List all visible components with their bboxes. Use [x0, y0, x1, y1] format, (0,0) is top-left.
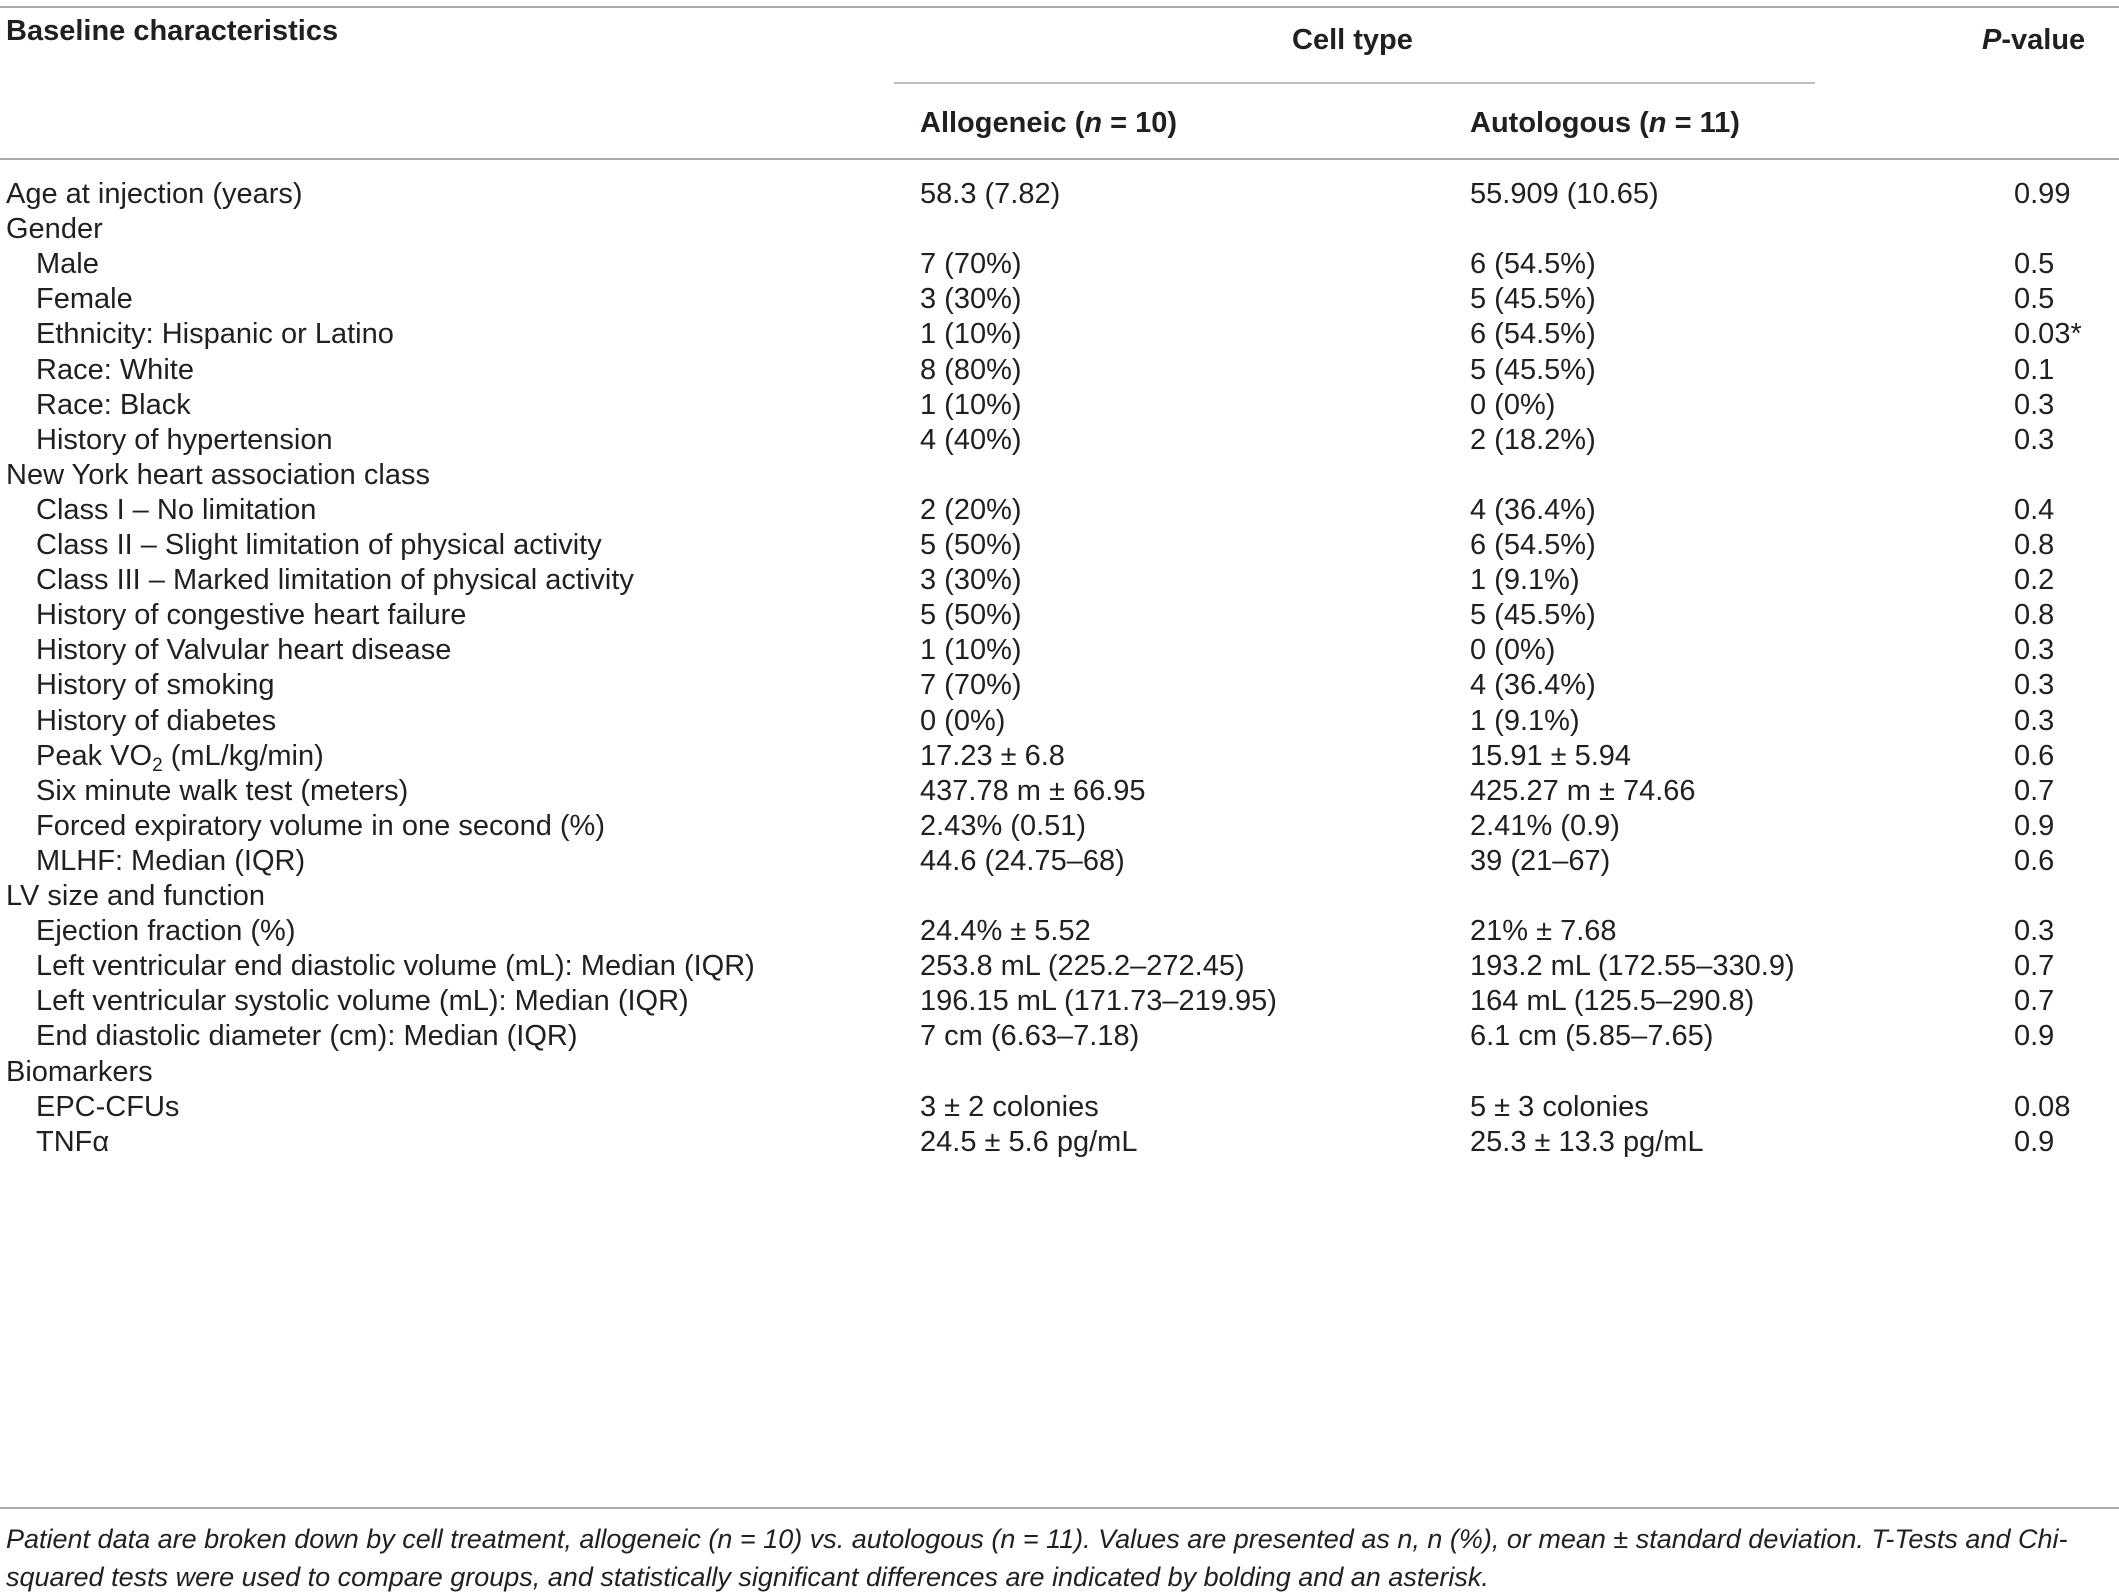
autologous-value: 1 (9.1%) — [1470, 564, 1580, 596]
p-value: 0.7 — [2014, 985, 2055, 1017]
row-label-text: Ejection fraction (%) — [36, 915, 296, 947]
allogeneic-value: 3 ± 2 colonies — [920, 1091, 1099, 1123]
p-value: 0.7 — [2014, 775, 2055, 807]
allogeneic-value: 4 (40%) — [920, 424, 1022, 456]
autologous-value: 5 (45.5%) — [1470, 599, 1596, 631]
row-label-text: Female — [36, 283, 133, 315]
p-value: 0.2 — [2014, 564, 2055, 596]
row-label-text: Race: Black — [36, 389, 191, 421]
allogeneic-value: 24.5 ± 5.6 pg/mL — [920, 1126, 1138, 1158]
autologous-value: 6 (54.5%) — [1470, 318, 1596, 350]
p-value: 0.8 — [2014, 529, 2055, 561]
allogeneic-value: 58.3 (7.82) — [920, 178, 1061, 210]
autologous-value: 0 (0%) — [1470, 634, 1556, 666]
row-label-text: Left ventricular systolic volume (mL): Median (IQR) — [36, 985, 689, 1017]
allogeneic-value: 1 (10%) — [920, 389, 1022, 421]
p-value: 0.08 — [2014, 1091, 2071, 1123]
autologous-value: 25.3 ± 13.3 pg/mL — [1470, 1126, 1704, 1158]
allogeneic-value: 8 (80%) — [920, 354, 1022, 386]
autologous-value: 164 mL (125.5–290.8) — [1470, 985, 1755, 1017]
autologous-value: 5 ± 3 colonies — [1470, 1091, 1649, 1123]
row-label-text: Gender — [6, 213, 103, 245]
p-value: 0.8 — [2014, 599, 2055, 631]
p-value: 0.5 — [2014, 248, 2055, 280]
header-baseline-characteristics: Baseline characteristics — [6, 15, 339, 47]
row-label-text: Peak VO — [36, 740, 153, 772]
allogeneic-value: 1 (10%) — [920, 634, 1022, 666]
allogeneic-value: 253.8 mL (225.2–272.45) — [920, 950, 1245, 982]
allogeneic-value: 0 (0%) — [920, 705, 1006, 737]
header-autologous — [1470, 106, 1740, 140]
autologous-value: 6.1 cm (5.85–7.65) — [1470, 1020, 1714, 1052]
allogeneic-value: 5 (50%) — [920, 599, 1022, 631]
allogeneic-value: 2 (20%) — [920, 494, 1022, 526]
row-label-text: Ethnicity: Hispanic or Latino — [36, 318, 394, 350]
header-rule — [0, 158, 2119, 160]
row-label-text: History of congestive heart failure — [36, 599, 467, 631]
row-label-text: Six minute walk test (meters) — [36, 775, 409, 807]
allogeneic-value: 7 (70%) — [920, 669, 1022, 701]
header-cell-type: Cell type — [1292, 24, 1413, 56]
header-autologous-prefix: Autologous ( — [1470, 107, 1649, 139]
row-label-text: History of hypertension — [36, 424, 333, 456]
header-allogeneic-prefix: Allogeneic ( — [920, 107, 1085, 139]
p-value: 0.9 — [2014, 810, 2055, 842]
row-label-text: Male — [36, 248, 99, 280]
header-allogeneic — [920, 106, 1177, 140]
p-value: 0.7 — [2014, 950, 2055, 982]
autologous-value: 6 (54.5%) — [1470, 248, 1596, 280]
autologous-value: 4 (36.4%) — [1470, 494, 1596, 526]
cell-type-span-rule — [894, 82, 1815, 84]
row-label-text: History of smoking — [36, 669, 275, 701]
allogeneic-value: 44.6 (24.75–68) — [920, 845, 1125, 877]
allogeneic-value: 5 (50%) — [920, 529, 1022, 561]
p-value: 0.3 — [2014, 634, 2055, 666]
autologous-value: 0 (0%) — [1470, 389, 1556, 421]
bottom-rule — [0, 1507, 2119, 1509]
header-allogeneic-suffix: = 10) — [1102, 107, 1178, 139]
row-label-text: Forced expiratory volume in one second (%) — [36, 810, 605, 842]
p-value: 0.5 — [2014, 283, 2055, 315]
row-label-text: TNFα — [36, 1126, 110, 1158]
allogeneic-value: 3 (30%) — [920, 283, 1022, 315]
allogeneic-value: 437.78 m ± 66.95 — [920, 775, 1146, 807]
p-value: 0.3 — [2014, 389, 2055, 421]
row-label-text: History of diabetes — [36, 705, 277, 737]
row-label-text: New York heart association class — [6, 459, 430, 491]
p-value: 0.6 — [2014, 740, 2055, 772]
autologous-value: 39 (21–67) — [1470, 845, 1611, 877]
row-label-text: Left ventricular end diastolic volume (mL): Median (IQR) — [36, 950, 755, 982]
row-label-text: MLHF: Median (IQR) — [36, 845, 306, 877]
autologous-value: 55.909 (10.65) — [1470, 178, 1659, 210]
autologous-value: 15.91 ± 5.94 — [1470, 740, 1632, 772]
header-p-value — [1982, 23, 2085, 57]
row-label-text: Race: White — [36, 354, 194, 386]
row-label-text: Class II – Slight limitation of physical activity — [36, 529, 602, 561]
allogeneic-value: 7 (70%) — [920, 248, 1022, 280]
p-value: 0.99 — [2014, 178, 2071, 210]
p-value: 0.3 — [2014, 915, 2055, 947]
row-label-text: EPC-CFUs — [36, 1091, 180, 1123]
row-label-text: Age at injection (years) — [6, 178, 303, 210]
autologous-value: 5 (45.5%) — [1470, 354, 1596, 386]
header-autologous-n: n — [1648, 107, 1667, 139]
p-value: 0.3 — [2014, 669, 2055, 701]
row-label-text: End diastolic diameter (cm): Median (IQR) — [36, 1020, 578, 1052]
top-rule — [0, 6, 2119, 8]
p-value: 0.3 — [2014, 424, 2055, 456]
header-p-italic: P — [1982, 24, 2002, 56]
autologous-value: 5 (45.5%) — [1470, 283, 1596, 315]
header-allogeneic-n: n — [1084, 107, 1103, 139]
row-label-text: History of Valvular heart disease — [36, 634, 452, 666]
p-value: 0.9 — [2014, 1126, 2055, 1158]
allogeneic-value: 196.15 mL (171.73–219.95) — [920, 985, 1277, 1017]
header-autologous-suffix: = 11) — [1666, 107, 1740, 139]
row-label-subscript: 2 — [152, 755, 163, 776]
row-label-text: LV size and function — [6, 880, 266, 912]
autologous-value: 425.27 m ± 74.66 — [1470, 775, 1696, 807]
table-row — [0, 1119, 2119, 1166]
row-label-suffix: (mL/kg/min) — [162, 740, 324, 772]
allogeneic-value: 7 cm (6.63–7.18) — [920, 1020, 1140, 1052]
autologous-value: 2 (18.2%) — [1470, 424, 1596, 456]
allogeneic-value: 3 (30%) — [920, 564, 1022, 596]
p-value: 0.9 — [2014, 1020, 2055, 1052]
allogeneic-value: 1 (10%) — [920, 318, 1022, 350]
allogeneic-value: 17.23 ± 6.8 — [920, 740, 1065, 772]
p-value: 0.03* — [2014, 318, 2082, 350]
autologous-value: 4 (36.4%) — [1470, 669, 1596, 701]
row-label-text: Biomarkers — [6, 1056, 153, 1088]
header-p-rest: -value — [2001, 24, 2086, 56]
autologous-value: 193.2 mL (172.55–330.9) — [1470, 950, 1795, 982]
allogeneic-value: 2.43% (0.51) — [920, 810, 1087, 842]
p-value: 0.3 — [2014, 705, 2055, 737]
p-value: 0.6 — [2014, 845, 2055, 877]
allogeneic-value: 24.4% ± 5.52 — [920, 915, 1091, 947]
autologous-value: 6 (54.5%) — [1470, 529, 1596, 561]
autologous-value: 21% ± 7.68 — [1470, 915, 1617, 947]
p-value: 0.1 — [2014, 354, 2055, 386]
autologous-value: 2.41% (0.9) — [1470, 810, 1620, 842]
autologous-value: 1 (9.1%) — [1470, 705, 1580, 737]
row-label-text: Class III – Marked limitation of physical activity — [36, 564, 634, 596]
row-label-text: Class I – No limitation — [36, 494, 317, 526]
row-label — [36, 1119, 109, 1166]
p-value: 0.4 — [2014, 494, 2055, 526]
table-footnote: Patient data are broken down by cell treatment, allogeneic (n = 10) vs. autologous (n = 11). Values are presented as n, n (%), or mean ± standard deviation. T-Tests and Chi-squared tests were used to compare groups, and statistically significant differences are indicated by bolding and an asterisk. — [6, 1524, 2068, 1592]
